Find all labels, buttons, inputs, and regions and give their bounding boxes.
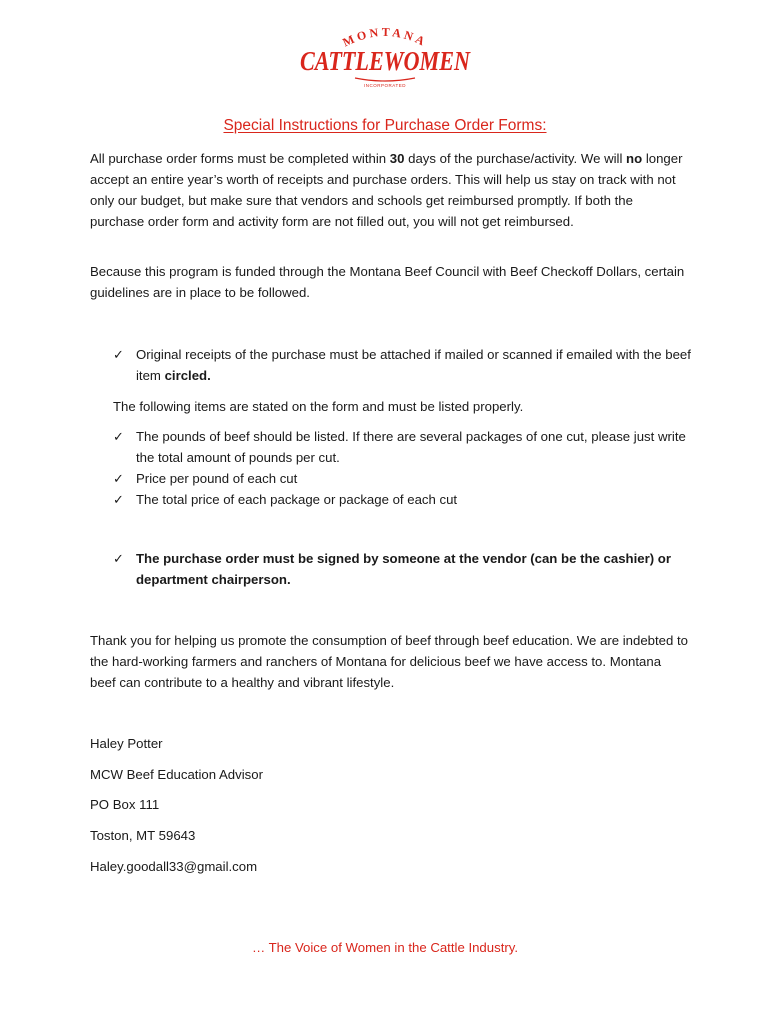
checkmark-icon: ✓ [113,429,124,444]
paragraph-thanks: Thank you for helping us promote the consumption of beef through beef education. We are indebted to the hard-working farmers and ranchers of Montana for delicious beef we have access to. Montana beef can contribute to a healthy and vibrant lifestyle. [90,633,688,690]
checklist-signature [113,548,693,590]
checkmark-icon: ✓ [113,471,124,486]
footer-tagline: … The Voice of Women in the Cattle Industry. [251,940,519,955]
signature-role: MCW Beef Education Advisor [90,767,263,782]
list-item: ✓ The total price of each package or package of each cut [113,489,693,510]
checkmark-icon: ✓ [113,492,124,507]
list-item: ✓ Price per pound of each cut [113,468,693,489]
signature-address-line-1: PO Box 111 [90,797,160,812]
list-item: ✓ Original receipts of the purchase must be attached if mailed or scanned if emailed with the beef item circled. [113,344,693,386]
paragraph-funding: Because this program is funded through the Montana Beef Council with Beef Checkoff Dollars, certain guidelines are in place to be followed. [90,264,685,300]
checkmark-icon: ✓ [113,551,124,566]
signature-email: Haley.goodall33@gmail.com [90,859,258,874]
signature-address-line-2: Toston, MT 59643 [90,828,196,843]
logo-main-text: CATTLEWOMEN [300,46,472,76]
logo-top-text: MONTANA [340,24,430,50]
paragraph-deadline: All purchase order forms must be completed within 30 days of the purchase/activity. We will no longer accept an entire year’s worth of receipts and purchase orders. This will help us stay on track with not only our budget, but make sure that vendors and schools get reimbursed promptly. If both the purchase order form and activity form are not filled out, you will not get reimbursed. [90,151,683,229]
montana-cattlewomen-logo [295,20,475,102]
checklist-receipts [113,344,693,386]
logo-sub-text: INCORPORATED [364,83,406,88]
items-intro: The following items are stated on the form and must be listed properly. [113,399,524,414]
checklist-items [113,426,693,510]
page-title: Special Instructions for Purchase Order Forms: [223,117,547,134]
signature-name: Haley Potter [90,736,163,751]
list-item: ✓ The purchase order must be signed by someone at the vendor (can be the cashier) or department chairperson. [113,548,693,590]
list-item: ✓ The pounds of beef should be listed. If there are several packages of one cut, please just write the total amount of pounds per cut. [113,426,693,468]
checkmark-icon: ✓ [113,347,124,362]
